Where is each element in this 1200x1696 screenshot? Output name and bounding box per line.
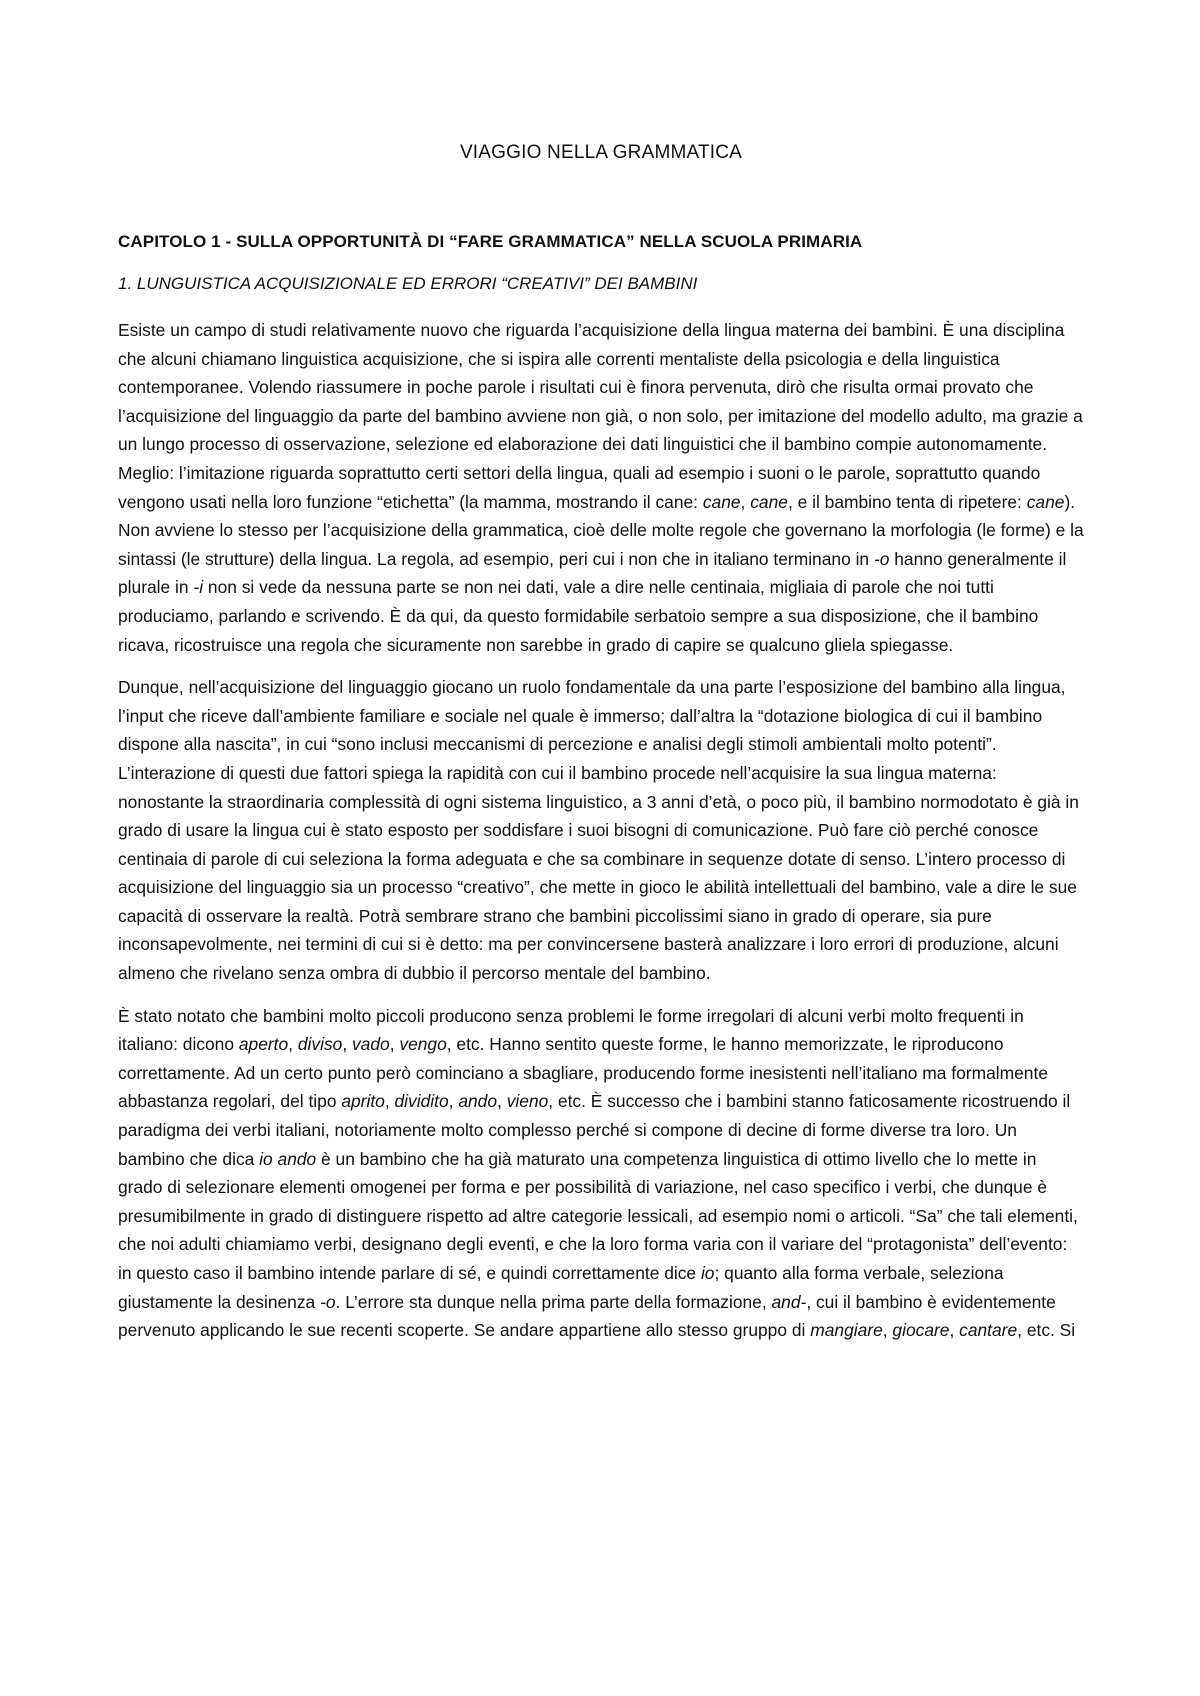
- italic-run: diviso: [297, 1034, 343, 1055]
- text-run: ,: [740, 491, 751, 512]
- document-title: VIAGGIO NELLA GRAMMATICA: [459, 142, 743, 163]
- italic-run: vado: [351, 1034, 390, 1055]
- text-run: ,: [497, 1091, 507, 1112]
- italic-run: aprito: [341, 1091, 385, 1112]
- text-run: ). Non avviene lo stesso per l’acquisizione della grammatica, cioè delle molte regole che governano la morfologia (le forme) e la sintassi (le strutture) della lingua. La regola, ad esempio, peri cui i non che in italiano terminano in: [118, 491, 1084, 569]
- text-run: ,: [384, 1091, 395, 1112]
- italic-run: giocare: [892, 1320, 950, 1341]
- text-run: hanno generalmente il plurale in: [118, 548, 1067, 598]
- text-run: ,: [342, 1034, 352, 1055]
- text-run: ; quanto alla forma verbale, seleziona giustamente la desinenza: [118, 1263, 1004, 1312]
- text-run: ,: [389, 1034, 400, 1055]
- paragraph-2: [118, 673, 1084, 988]
- text-run: ,: [949, 1320, 960, 1341]
- paragraph-1: [118, 316, 1084, 659]
- italic-run: dividito: [394, 1091, 449, 1112]
- italic-run: vieno: [506, 1091, 549, 1112]
- text-run: , etc. Si: [1017, 1320, 1076, 1341]
- italic-run: cane: [1026, 491, 1065, 512]
- text-run: , cui il bambino è evidentemente pervenuto applicando le sue recenti scoperte. Se andare appartiene allo stesso gruppo di: [118, 1291, 1056, 1341]
- document-body: [118, 142, 1084, 1359]
- text-run: ,: [882, 1320, 893, 1341]
- italic-run: vengo: [399, 1034, 447, 1055]
- text-run: Esiste un campo di studi relativamente nuovo che riguarda l’acquisizione della lingua materna dei bambini. È una disciplina che alcuni chiamano linguistica acquisizione, che si ispira alle correnti mentaliste della psicologia e della linguistica contemporanee. Volendo riassumere in poche parole i risultati cui è finora pervenuta, dirò che risulta ormai provato che l’acquisizione del linguaggio da parte del bambino avviene non già, o non solo, per imitazione del modello adulto, ma grazie a un lungo processo di osservazione, selezione ed elaborazione dei dati linguistici che il bambino compie autonomamente. Meglio: l’imitazione riguarda soprattutto certi settori della lingua, quali ad esempio i suoni o le parole, soprattutto quando vengono usati nella loro funzione “etichetta” (la mamma, mostrando il cane:: [118, 320, 1083, 512]
- italic-run: cane: [750, 491, 788, 512]
- text-run: ,: [448, 1091, 459, 1112]
- text-run: È stato notato che bambini molto piccoli producono senza problemi le forme irregolari di alcuni verbi molto frequenti in italiano: dicono: [118, 1005, 1024, 1055]
- text-run: , etc. È successo che i bambini stanno faticosamente ricostruendo il paradigma dei verbi italiani, notoriamente molto complesso perché si compone di decine di forme diverse tra loro. Un bambino che dica: [118, 1091, 1071, 1169]
- text-run: , etc. Hanno sentito queste forme, le hanno memorizzate, le riproducono correttamente. Ad un certo punto però cominciano a sbagliare, producendo forme inesistenti nell’italiano ma formalmente abbastanza regolari, del tipo: [118, 1034, 1048, 1112]
- italic-run: and-: [771, 1291, 807, 1312]
- italic-run: cane: [702, 491, 741, 512]
- text-run: ,: [288, 1034, 298, 1055]
- text-run: . L’errore sta dunque nella prima parte della formazione,: [335, 1291, 772, 1312]
- italic-run: -i: [193, 577, 204, 598]
- section-heading: 1. LUNGUISTICA ACQUISIZIONALE ED ERRORI “CREATIVI” DEI BAMBINI: [118, 274, 698, 293]
- italic-run: io: [700, 1263, 715, 1283]
- italic-run: ando: [458, 1091, 498, 1112]
- chapter-heading: CAPITOLO 1 - SULLA OPPORTUNITÀ DI “FARE GRAMMATICA” NELLA SCUOLA PRIMARIA: [118, 232, 863, 251]
- text-run: non si vede da nessuna parte se non nei dati, vale a dire nelle centinaia, migliaia di parole che noi tutti produciamo, parlando e scrivendo. È da qui, da questo formidabile serbatoio sempre a sua disposizione, che il bambino ricava, ricostruisce una regola che sicuramente non sarebbe in grado di capire se qualcuno gliela spiegasse.: [118, 577, 1039, 655]
- italic-run: cantare: [959, 1320, 1018, 1341]
- italic-run: mangiare: [810, 1320, 883, 1341]
- text-run: Dunque, nell’acquisizione del linguaggio giocano un ruolo fondamentale da una parte l’esposizione del bambino alla lingua, l’input che riceve dall’ambiente familiare e sociale nel quale è immerso; dall’altra la “dotazione biologica di cui il bambino dispone alla nascita”, in cui “sono inclusi meccanismi di percezione e analisi degli stimoli ambientali molto potenti”. L’interazione di questi due fattori spiega la rapidità con cui il bambino procede nell’acquisire la sua lingua materna: nonostante la straordinaria complessità di ogni sistema linguistico, a 3 anni d’età, o poco più, il bambino normodotato è già in grado di usare la lingua cui è stato esposto per soddisfare i suoi bisogni di comunicazione. Può fare ciò perché conosce centinaia di parole di cui seleziona la forma adeguata e che sa combinare in sequenze dotate di senso. L’intero processo di acquisizione del linguaggio sia un processo “creativo”, che mette in gioco le abilità intellettuali del bambino, vale a dire le sue capacità di osservare la realtà. Potrà sembrare strano che bambini piccolissimi siano in grado di operare, sia pure inconsapevolmente, nei termini di cui si è detto: ma per convincersene basterà analizzare i loro errori di produzione, alcuni almeno che rivelano senza ombra di dubbio il percorso mentale del bambino.: [118, 677, 1079, 984]
- text-run: è un bambino che ha già maturato una competenza linguistica di ottimo livello che lo mette in grado di selezionare elementi omogenei per forma e per possibilità di variazione, nel caso specifico i verbi, che dunque è presumibilmente in grado di distinguere rispetto ad altre categorie lessicali, ad esempio nomi o articoli. “Sa” che tali elementi, che noi adulti chiamiamo verbi, designano degli eventi, e che la loro forma varia con il variare del “protagonista” dell’evento: in questo caso il bambino intende parlare di sé, e quindi correttamente dice: [118, 1148, 1078, 1283]
- italic-run: -o: [320, 1291, 336, 1312]
- text-run: , e il bambino tenta di ripetere:: [787, 491, 1027, 512]
- italic-run: aperto: [238, 1034, 289, 1055]
- italic-run: -o: [873, 548, 890, 569]
- paragraph-3: [118, 1002, 1084, 1345]
- italic-run: io ando: [259, 1148, 317, 1169]
